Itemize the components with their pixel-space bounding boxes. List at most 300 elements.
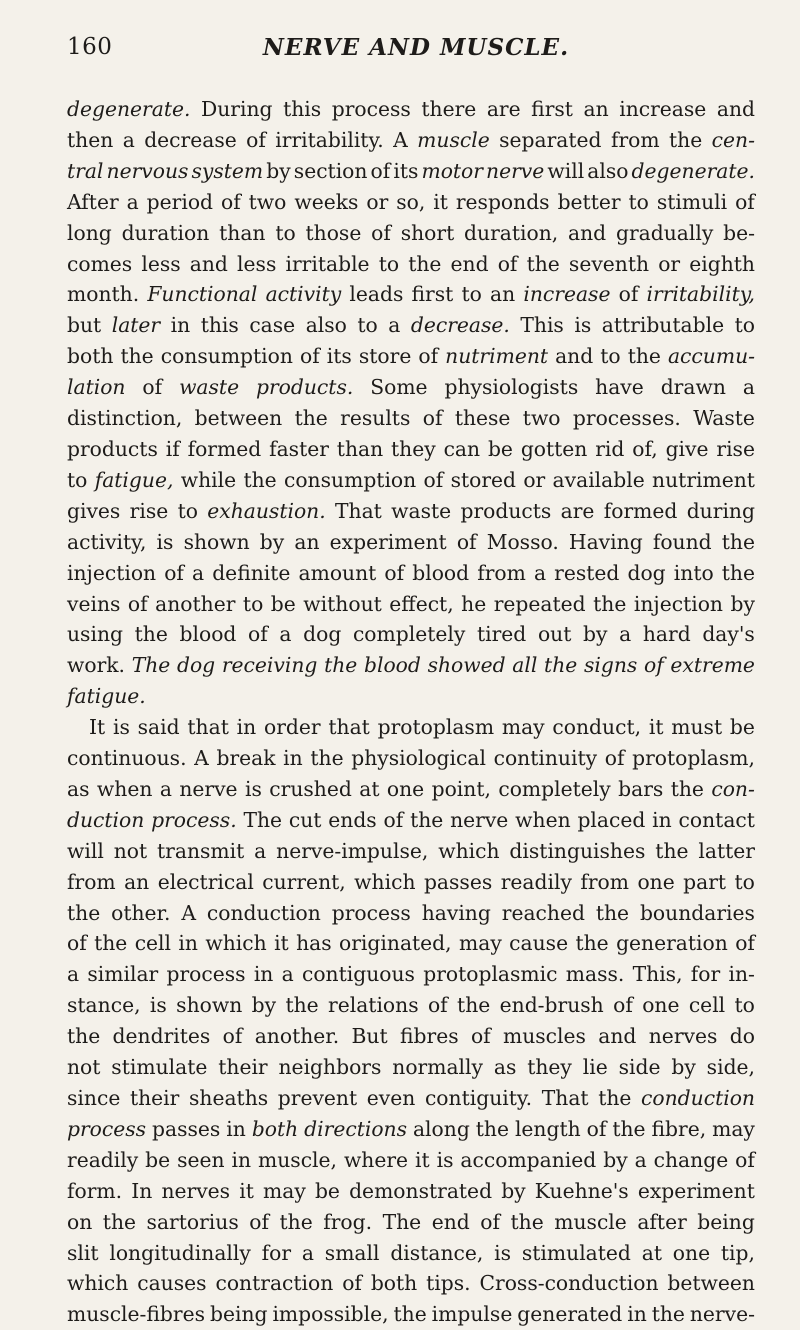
word: electrical [157, 869, 254, 894]
word: effect, [389, 591, 454, 616]
word: it [415, 1147, 430, 1172]
word: but [67, 313, 102, 338]
text-line [67, 156, 755, 187]
word: Having [568, 529, 643, 554]
word: of [613, 993, 633, 1018]
word: be- [723, 220, 755, 245]
page-number: 160 [67, 34, 113, 60]
text-line [67, 341, 755, 372]
word: an [294, 529, 320, 554]
italic-word: process [67, 1116, 147, 1141]
word: originated, [339, 931, 452, 956]
word: is [436, 1147, 454, 1172]
word: During [200, 97, 273, 121]
word: has [296, 931, 332, 956]
word: consumption [283, 467, 417, 492]
word: contiguous [301, 962, 415, 987]
italic-word: extreme [670, 653, 755, 678]
word: being [209, 1302, 268, 1327]
word: if [165, 436, 180, 461]
word: process [166, 962, 246, 987]
word: since [67, 1086, 121, 1110]
word: by [583, 622, 608, 647]
text-line [67, 774, 755, 805]
word: activity, [67, 529, 147, 554]
word: even [366, 1086, 416, 1110]
word: along [412, 1116, 470, 1141]
word: an [490, 282, 516, 307]
word: to [600, 344, 621, 369]
word: of [480, 1209, 500, 1234]
word: from [610, 127, 660, 152]
word: dendrites [112, 1024, 211, 1049]
word: day's [702, 622, 755, 647]
word: is [156, 529, 174, 554]
word: be [487, 436, 513, 461]
word: attributable [601, 313, 725, 338]
word: into [673, 560, 714, 585]
word: blood [412, 560, 470, 585]
word: section [293, 158, 368, 183]
word: the [294, 406, 328, 431]
word: products [67, 436, 158, 461]
italic-word: con- [711, 776, 755, 801]
text-line [67, 743, 755, 774]
word: of [67, 931, 87, 956]
word: consumption [160, 344, 293, 369]
word: cause [509, 931, 569, 956]
italic-word: of [644, 653, 664, 678]
word: slit [67, 1240, 99, 1265]
word: injection [67, 560, 157, 585]
word: In [131, 1178, 153, 1203]
word: the [475, 1116, 509, 1141]
word: mass. [565, 962, 625, 987]
word: muscle [554, 1209, 627, 1234]
word: of [249, 1209, 269, 1234]
word: order [263, 715, 321, 740]
word: the [595, 900, 630, 925]
word: hard [642, 622, 691, 647]
text-line [67, 959, 755, 990]
text-line [67, 712, 755, 743]
word: transmit [157, 838, 245, 863]
italic-word: irritability, [646, 282, 755, 307]
word: contraction [215, 1271, 334, 1296]
word: gotten [520, 436, 588, 461]
word: or [523, 467, 546, 492]
word: the [510, 1209, 544, 1234]
word: not [113, 838, 148, 863]
word: the [285, 993, 319, 1018]
word: from [477, 560, 526, 585]
word: found [652, 529, 712, 554]
word: impulse [431, 1302, 513, 1327]
word: shown [183, 529, 250, 554]
word: to [67, 467, 88, 492]
text-line [67, 527, 755, 558]
word: of, [632, 436, 658, 461]
word: to [734, 993, 755, 1018]
word: rid [595, 436, 625, 461]
word: of [342, 1271, 362, 1296]
word: placed [577, 807, 646, 832]
word: prevent [277, 1086, 358, 1110]
word: of [456, 529, 477, 554]
word: that [187, 715, 229, 740]
word: the [721, 529, 755, 554]
word: and [598, 1024, 637, 1049]
word: their [129, 1086, 180, 1110]
word: in [231, 1147, 252, 1172]
word: stance, [67, 993, 141, 1018]
word: by [501, 1178, 526, 1203]
word: may [459, 931, 502, 956]
word: a [254, 838, 267, 863]
text-line [67, 125, 755, 156]
italic-word: both [251, 1116, 299, 1141]
text-line [67, 372, 755, 403]
word: muscle, [258, 1147, 337, 1172]
word: when [96, 776, 153, 801]
word: and [189, 251, 228, 276]
word: without [303, 591, 382, 616]
word: Some [370, 375, 428, 400]
word: contiguity. [424, 1086, 533, 1110]
word: this [200, 313, 239, 338]
word: the [310, 746, 344, 771]
word: are [560, 498, 595, 523]
word: continuous. [67, 746, 187, 771]
word: stimulated [521, 1240, 631, 1265]
word: bars [618, 776, 664, 801]
word: which [67, 1271, 129, 1296]
word: muscles [502, 1024, 586, 1049]
word: distinguishes [509, 838, 646, 863]
word: he [461, 591, 487, 616]
word: end-brush [499, 993, 604, 1018]
word: by [730, 591, 755, 616]
word: in [178, 931, 198, 956]
word: of [246, 127, 266, 152]
word: its [326, 344, 352, 369]
word: length [514, 1116, 581, 1141]
word: another. [254, 1024, 340, 1049]
word: for [261, 1240, 292, 1265]
word: their [218, 1055, 268, 1080]
text-line [67, 1238, 755, 1269]
word: of [127, 591, 148, 616]
word: between [667, 1271, 755, 1296]
word: be [729, 715, 755, 740]
word: it [239, 1178, 254, 1203]
word: when [515, 807, 571, 832]
word: another [155, 591, 236, 616]
word: the [393, 1302, 427, 1327]
text-line [67, 650, 755, 681]
word: a [634, 1147, 647, 1172]
word: latter [698, 838, 755, 863]
word: short [400, 220, 455, 245]
word: nutriment [652, 467, 755, 492]
word: will [547, 158, 585, 183]
word: contact [678, 807, 755, 832]
italic-word: fatigue. [67, 684, 146, 709]
word: are [486, 97, 521, 121]
word: of [300, 344, 320, 369]
word: is [112, 715, 130, 740]
text-line [67, 279, 755, 310]
word: the [669, 127, 703, 152]
word: sheaths [188, 1086, 269, 1110]
word: responds [455, 189, 550, 214]
word: in [236, 715, 257, 740]
word: the [67, 900, 101, 925]
word: generated [517, 1302, 623, 1327]
word: two [522, 406, 561, 431]
word: a [301, 1240, 314, 1265]
word: first [411, 282, 454, 307]
word: one [672, 1240, 711, 1265]
word: sartorius [146, 1209, 239, 1234]
text-line [67, 589, 755, 620]
word: side, [706, 1055, 755, 1080]
word: better [557, 189, 621, 214]
text-line [67, 1083, 755, 1114]
word: faster [269, 436, 329, 461]
italic-word: degenerate. [631, 158, 755, 183]
word: Kuehne's [534, 1178, 629, 1203]
word: impossible, [272, 1302, 389, 1327]
word: irritable [285, 251, 370, 276]
word: which [205, 931, 267, 956]
text-line [67, 1299, 755, 1330]
word: longitudinally [109, 1240, 251, 1265]
text-line [67, 898, 755, 929]
word: be [314, 1178, 340, 1203]
word: than [219, 220, 266, 245]
word: those [305, 220, 362, 245]
italic-word: nerve [486, 158, 545, 183]
italic-word: showed [427, 653, 506, 678]
word: This [520, 313, 564, 338]
word: the [67, 1024, 101, 1049]
word: decrease [144, 127, 237, 152]
word: to [734, 313, 755, 338]
word: boundaries [639, 900, 755, 925]
word: in [283, 746, 303, 771]
word: of [220, 189, 241, 214]
word: the [651, 1302, 685, 1327]
word: one [637, 869, 675, 894]
italic-word: signs [583, 653, 638, 678]
word: the [408, 251, 442, 276]
text-line [67, 187, 755, 218]
text-line [67, 558, 755, 589]
word: out [537, 622, 572, 647]
word: can [443, 436, 481, 461]
italic-word: process. [151, 807, 237, 832]
word: end [431, 1209, 470, 1234]
word: then [67, 127, 114, 152]
word: the [120, 344, 154, 369]
word: by [671, 1055, 696, 1080]
word: by [259, 529, 285, 554]
word: nerves [161, 1178, 231, 1203]
word: or [658, 251, 681, 276]
word: is [494, 1240, 512, 1265]
word: first [531, 97, 573, 121]
word: an [124, 869, 150, 894]
word: and [568, 220, 607, 245]
word: the [279, 1209, 313, 1234]
word: not [67, 1055, 101, 1080]
text-line [67, 94, 755, 125]
word: frog. [323, 1209, 373, 1234]
word: one [642, 993, 680, 1018]
word: the [670, 776, 704, 801]
word: the [457, 993, 491, 1018]
word: process [331, 97, 411, 121]
word: which [354, 869, 416, 894]
word: side [618, 1055, 661, 1080]
word: distinction, [67, 406, 183, 431]
word: there [421, 97, 477, 121]
text-line [67, 805, 755, 836]
word: this [283, 97, 322, 121]
italic-word: the [544, 653, 578, 678]
italic-word: blood [364, 653, 421, 678]
text-line [67, 1145, 755, 1176]
word: dog [627, 560, 666, 585]
word: passes [152, 1116, 221, 1141]
word: Waste [693, 406, 755, 431]
word: month. [67, 282, 140, 307]
word: accompanied [460, 1147, 597, 1172]
word: The [382, 1209, 422, 1234]
word: continuity [493, 746, 598, 771]
word: readily [500, 869, 572, 894]
word: in [226, 1116, 246, 1141]
word: in [170, 313, 191, 338]
word: products [460, 498, 552, 523]
word: completely [498, 776, 611, 801]
word: It [89, 715, 106, 740]
word: of [735, 1147, 755, 1172]
word: a [742, 375, 755, 400]
word: definite [212, 560, 291, 585]
word: nerves [648, 1024, 718, 1049]
word: between [194, 406, 283, 431]
word: After [67, 189, 119, 214]
word: tired [476, 622, 527, 647]
word: veins [67, 591, 121, 616]
running-title: NERVE AND MUSCLE. [262, 34, 570, 61]
word: cut [288, 807, 322, 832]
word: on [67, 1209, 93, 1234]
word: at [641, 1240, 662, 1265]
word: it [433, 189, 448, 214]
word: of [371, 220, 391, 245]
word: less [141, 251, 181, 276]
word: causes [137, 1271, 207, 1296]
word: having [421, 900, 491, 925]
italic-word: cen- [711, 127, 755, 152]
word: of [142, 375, 163, 400]
italic-word: lation [67, 375, 126, 400]
word: of [586, 1116, 607, 1141]
word: after [637, 1209, 687, 1234]
word: small [324, 1240, 380, 1265]
word: nerve- [689, 1302, 755, 1327]
word: duration [121, 220, 210, 245]
word: reached [501, 900, 585, 925]
word: break [216, 746, 276, 771]
word: That [334, 498, 382, 523]
italic-word: products. [256, 375, 354, 400]
text-line [67, 867, 755, 898]
word: available [552, 467, 645, 492]
word: of [384, 560, 405, 585]
italic-word: nervous [106, 158, 189, 183]
word: lie [582, 1055, 608, 1080]
italic-word: decrease. [410, 313, 510, 338]
word: irritability. [275, 127, 384, 152]
word: tip, [720, 1240, 755, 1265]
word: be [145, 1147, 171, 1172]
word: amount [298, 560, 377, 585]
italic-word: The [131, 653, 171, 678]
word: an [583, 97, 609, 121]
word: of [618, 282, 639, 307]
word: conduction [206, 900, 321, 925]
text-line [67, 465, 755, 496]
italic-word: the [324, 653, 358, 678]
word: neighbors [278, 1055, 382, 1080]
word: rise [716, 436, 755, 461]
word: ends [328, 807, 377, 832]
word: cell [688, 993, 726, 1018]
word: a [192, 560, 205, 585]
word: cell [134, 931, 172, 956]
word: said [137, 715, 180, 740]
italic-word: accumu- [667, 344, 755, 369]
word: physiological [351, 746, 486, 771]
italic-word: exhaustion. [207, 498, 326, 523]
word: separated [499, 127, 602, 152]
word: from [580, 869, 629, 894]
word: rested [554, 560, 620, 585]
word: muscle-fibres [67, 1302, 206, 1327]
word: the [598, 1086, 632, 1110]
word: relations [328, 993, 419, 1018]
text-line [67, 1021, 755, 1052]
word: the [612, 1116, 646, 1141]
word: give [665, 436, 709, 461]
italic-word: receiving [221, 653, 318, 678]
word: nerve [450, 807, 509, 832]
word: Mosso. [486, 529, 559, 554]
word: experiment [329, 529, 447, 554]
word: dog [303, 622, 342, 647]
italic-word: tral [67, 158, 104, 183]
word: But [351, 1024, 388, 1049]
word: be [270, 591, 296, 616]
word: stored [450, 467, 517, 492]
word: a [533, 560, 547, 585]
word: seen [177, 1147, 225, 1172]
word: must [671, 715, 723, 740]
